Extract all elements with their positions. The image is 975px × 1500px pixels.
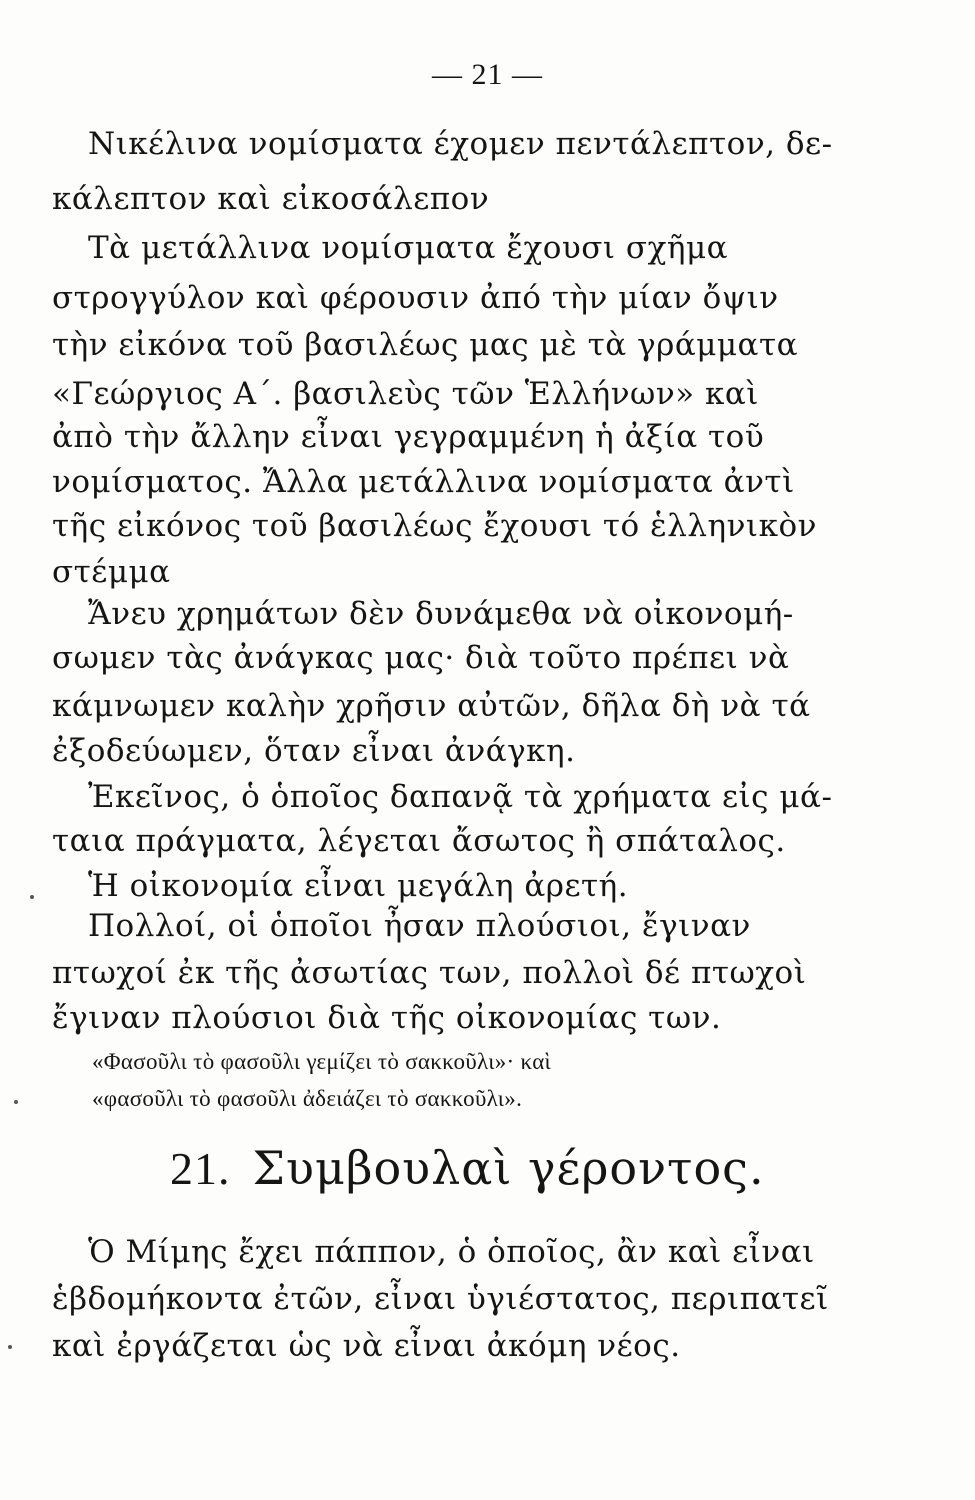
page-number: — 21 —	[432, 58, 543, 91]
print-speck	[8, 1345, 12, 1349]
print-speck	[14, 1100, 18, 1104]
text-line: στέμμα	[52, 554, 171, 590]
text-line: Τὰ μετάλλινα νομίσματα ἔχουσι σχῆμα	[88, 230, 729, 266]
text-line: σωμεν τὰς ἀνάγκας μας· διὰ τοῦτο πρέπει νὰ	[52, 640, 790, 676]
section-heading	[170, 1138, 765, 1199]
text-line: πτωχοί ἐκ τῆς ἀσωτίας των, πολλοὶ δέ πτωχοὶ	[52, 955, 807, 991]
text-line: Ἄνευ χρημάτων δὲν δυνάμεθα νὰ οἰκονομή-	[88, 596, 794, 632]
text-line: στρογγύλον καὶ φέρουσιν ἀπό τὴν μίαν ὄψιν	[52, 280, 779, 316]
text-line: «Γεώργιος Α΄. βασιλεὺς τῶν Ἑλλήνων» καὶ	[52, 376, 759, 412]
text-line: καὶ ἐργάζεται ὡς νὰ εἶναι ἀκόμη νέος.	[52, 1328, 681, 1364]
text-line: ἔγιναν πλούσιοι διὰ τῆς οἰκονομίας των.	[52, 1000, 722, 1036]
section-title: Συμβουλαὶ γέροντος.	[252, 1141, 765, 1195]
text-line: ἐξοδεύωμεν, ὅταν εἶναι ἀνάγκη.	[52, 733, 576, 769]
text-line: Πολλοί, οἱ ὁποῖοι ἦσαν πλούσιοι, ἔγιναν	[88, 908, 751, 944]
print-speck	[30, 895, 34, 899]
text-line: κάλεπτον καὶ εἰκοσάλεπον	[52, 181, 490, 217]
text-line: Νικέλινα νομίσματα έχομεν πεντάλεπτον, δε-	[88, 126, 833, 162]
text-line: ἀπὸ τὴν ἄλλην εἶναι γεγραμμένη ἡ ἀξία τοῦ	[52, 419, 765, 455]
text-line: τὴν εἰκόνα τοῦ βασιλέως μας μὲ τὰ γράμματα	[52, 327, 799, 363]
text-line: ταια πράγματα, λέγεται ἄσωτος ἢ σπάταλος.	[52, 823, 786, 859]
proverb-line: «Φασοῦλι τὸ φασοῦλι γεμίζει τὸ σακκοῦλι»· καὶ	[92, 1049, 552, 1074]
text-line: ἑβδομήκοντα ἐτῶν, εἶναι ὑγιέστατος, περιπατεῖ	[52, 1281, 829, 1317]
text-line: Ὁ Μίμης ἔχει πάππον, ὁ ὁποῖος, ἂν καὶ εἶναι	[88, 1234, 815, 1270]
text-line: κάμνωμεν καλὴν χρῆσιν αὐτῶν, δῆλα δὴ νὰ τά	[52, 688, 811, 724]
text-line: νομίσματος. Ἄλλα μετάλλινα νομίσματα ἀντὶ	[52, 464, 795, 500]
text-line: τῆς εἰκόνος τοῦ βασιλέως ἔχουσι τό ἑλληνικὸν	[52, 508, 817, 544]
text-line: Ἐκεῖνος, ὁ ὁποῖος δαπανᾷ τὰ χρήματα εἰς μά-	[88, 779, 833, 815]
text-line: Ἡ οἰκονομία εἶναι μεγάλη ἀρετή.	[88, 868, 629, 904]
proverb-line: «φασοῦλι τὸ φασοῦλι ἀδειάζει τὸ σακκοῦλι».	[92, 1086, 523, 1111]
section-number: 21.	[170, 1143, 231, 1194]
